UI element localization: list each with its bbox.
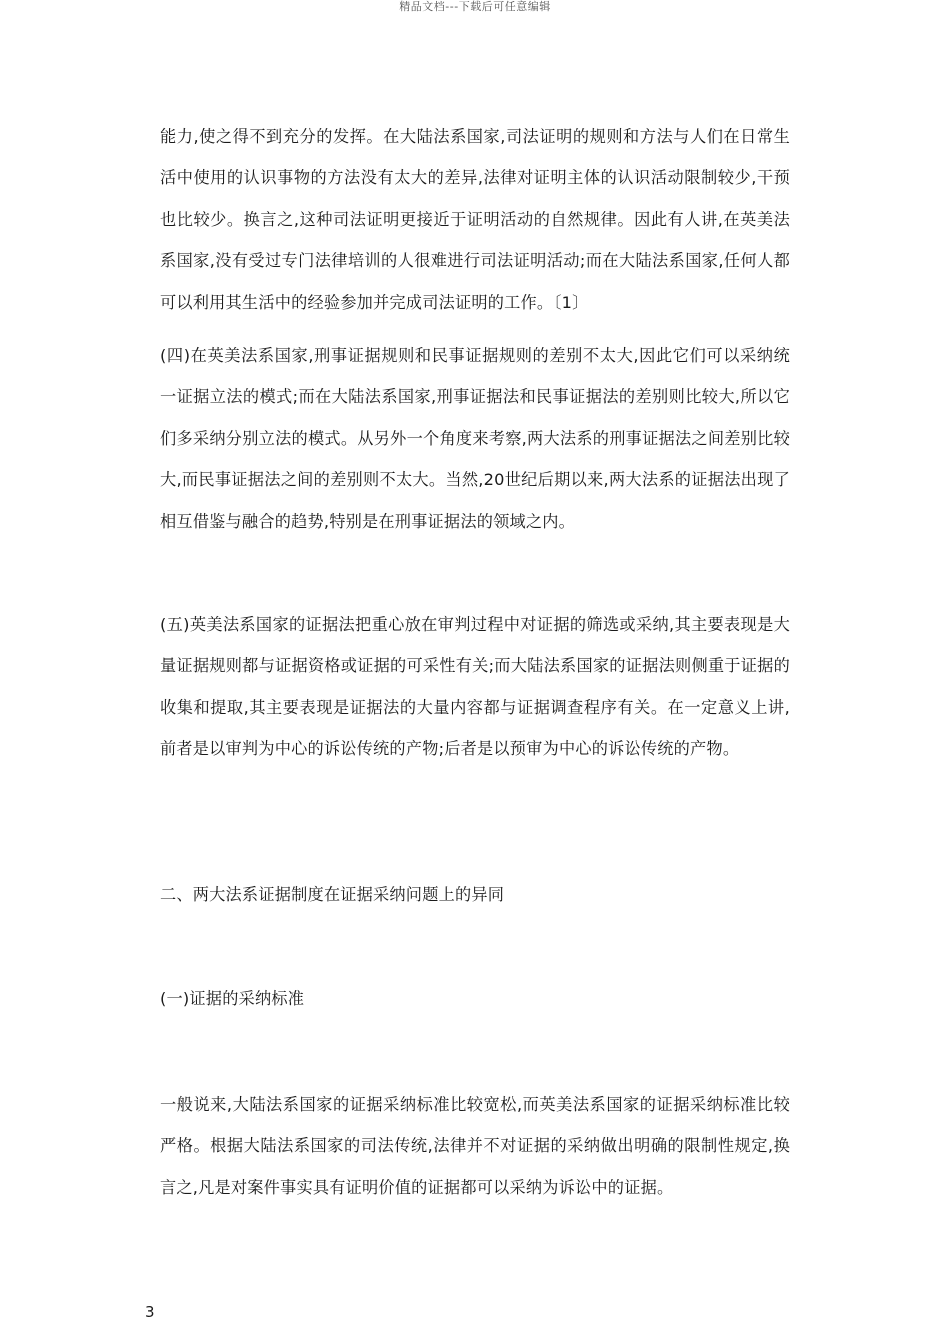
paragraph-continuation: 能力,使之得不到充分的发挥。在大陆法系国家,司法证明的规则和方法与人们在日常生活中使用的认识事物的方法没有太大的差异,法律对证明主体的认识活动限制较少,干预也比较少。换言之,这种司法证明更接近于证明活动的自然规律。因此有人讲,在英美法系国家,没有受过专门法律培训的人很难进行司法证明活动;而在大陆法系国家,任何人都可以利用其生活中的经验参加并完成司法证明的工作。〔1〕 bbox=[160, 127, 790, 312]
subsection-heading: (一)证据的采纳标准 bbox=[160, 989, 305, 1008]
page-number: 3 bbox=[145, 1303, 155, 1321]
paragraph-section-5: (五)英美法系国家的证据法把重心放在审判过程中对证据的筛选或采纳,其主要表现是大量证据规则都与证据资格或证据的可采性有关;而大陆法系国家的证据法则侧重于证据的收集和提取,其主要表现是证据法的大量内容都与证据调查程序有关。在一定意义上讲,前者是以审判为中心的诉讼传统的产物;后者是以预审为中心的诉讼传统的产物。 bbox=[160, 615, 790, 759]
page-header: 精品文档---下载后可任意编辑 bbox=[399, 0, 551, 13]
paragraph-section-4: (四)在英美法系国家,刑事证据规则和民事证据规则的差别不太大,因此它们可以采纳统一证据立法的模式;而在大陆法系国家,刑事证据法和民事证据法的差别则比较大,所以它们多采纳分别立法的模式。从另外一个角度来考察,两大法系的刑事证据法之间差别比较大,而民事证据法之间的差别则不太大。当然,20世纪后期以来,两大法系的证据法出现了相互借鉴与融合的趋势,特别是在刑事证据法的领域之内。 bbox=[160, 346, 790, 531]
paragraph-admission-standard: 一般说来,大陆法系国家的证据采纳标准比较宽松,而英美法系国家的证据采纳标准比较严格。根据大陆法系国家的司法传统,法律并不对证据的采纳做出明确的限制性规定,换言之,凡是对案件事实具有证明价值的证据都可以采纳为诉讼中的证据。 bbox=[160, 1095, 790, 1197]
section-heading: 二、两大法系证据制度在证据采纳问题上的异同 bbox=[160, 885, 505, 904]
